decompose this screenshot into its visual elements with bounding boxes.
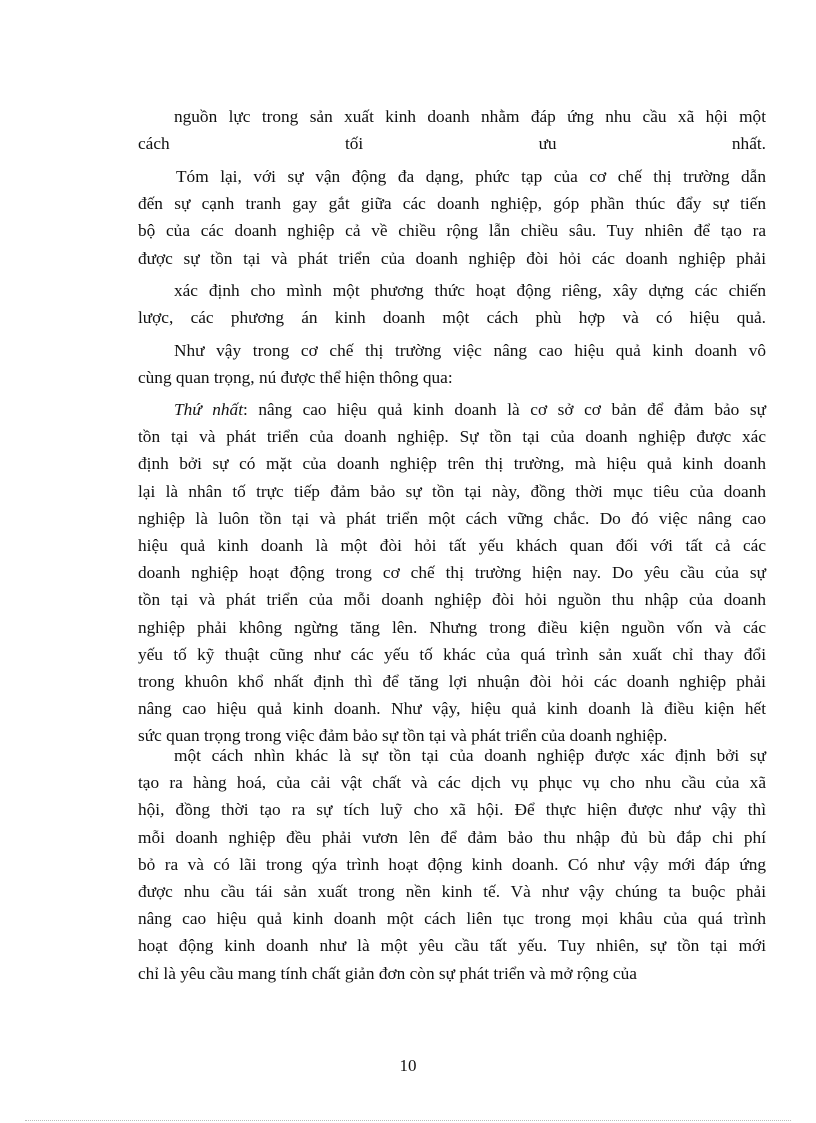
text-line: hội, đồng thời tạo ra sự tích luỹ cho xã hội. Để thực hiện được như vậy thì <box>138 800 766 820</box>
italic-lead: Thứ nhất <box>174 400 243 419</box>
first-line-rest: : nâng cao hiệu quả kinh doanh là cơ sở cơ bản để đảm bảo sự <box>243 400 766 419</box>
text-line: tồn tại và phát triển của mỗi doanh nghiệp đòi hỏi nguồn thu nhập của doanh <box>138 590 766 610</box>
text-line: nâng cao hiệu quả kinh doanh một cách liên tục trong mọi khâu của quá trình <box>138 909 766 929</box>
text-line: đến sự cạnh tranh gay gắt giữa các doanh nghiệp, góp phần thúc đẩy sự tiến <box>138 194 766 214</box>
text-line: yếu tố kỹ thuật cũng như các yếu tố khác của quá trình sản xuất chỉ thay đổi <box>138 644 766 664</box>
page-number: 10 <box>399 1056 417 1075</box>
text-line: hiệu quả kinh doanh là một đòi hỏi tất yếu khách quan đối với tất cả các <box>138 535 766 555</box>
text-line: lại là nhân tố trực tiếp đảm bảo sự tồn tại này, đồng thời mục tiêu của doanh <box>138 481 766 501</box>
text-line: bỏ ra và có lãi trong qýa trình hoạt động kinh doanh. Có như vậy mới đáp ứng <box>138 854 766 874</box>
text-line: xác định cho mình một phương thức hoạt động riêng, xây dựng các chiến <box>174 281 766 300</box>
text-line: sức quan trọng trong việc đảm bảo sự tồn tại và phát triển của doanh nghiệp. <box>138 726 668 746</box>
text-line: cùng quan trọng, nú được thể hiện thông qua: <box>138 368 453 388</box>
text-line: chỉ là yêu cầu mang tính chất giản đơn còn sự phát triển và mở rộng của <box>138 963 637 983</box>
word: nhất. <box>731 134 766 154</box>
text-line: tồn tại và phát triển của doanh nghiệp. Sự tồn tại của doanh nghiệp được xác <box>138 427 766 447</box>
text-line: trong khuôn khổ nhất định thì để tăng lợi nhuận đòi hỏi các doanh nghiệp phải <box>138 671 766 691</box>
text-line: định bởi sự có mặt của doanh nghiệp trên thị trường, mà hiệu quả kinh doanh <box>138 454 766 474</box>
paragraph-6 <box>138 742 766 987</box>
text-line: doanh nghiệp hoạt động trong cơ chế thị trường hiện nay. Do yêu cầu của sự <box>138 563 766 583</box>
word: tối <box>344 134 364 154</box>
text-line: tạo ra hàng hoá, của cải vật chất và các dịch vụ phục vụ cho nhu cầu của xã <box>138 773 766 793</box>
text-line: nghiệp là luôn tồn tại và phát triển một cách vững chắc. Do đó việc nâng cao <box>138 508 766 528</box>
text-line <box>138 396 766 423</box>
text-line: hoạt động kinh doanh như là một yêu cầu tất yếu. Tuy nhiên, sự tồn tại mới <box>138 936 766 956</box>
paragraph-4 <box>138 337 766 391</box>
paragraph-5 <box>138 396 766 749</box>
text-line: nghiệp phải không ngừng tăng lên. Nhưng trong điều kiện nguồn vốn và các <box>138 617 766 637</box>
text-line-spread <box>138 130 766 157</box>
paragraph-1 <box>138 103 766 157</box>
text-line: nguồn lực trong sản xuất kinh doanh nhằm đáp ứng nhu cầu xã hội một <box>174 107 766 126</box>
text-line: một cách nhìn khác là sự tồn tại của doanh nghiệp được xác định bởi sự <box>174 746 766 765</box>
text-line: mỗi doanh nghiệp đều phải vươn lên để đảm bảo thu nhập đủ bù đắp chi phí <box>138 827 766 847</box>
text-line: Như vậy trong cơ chế thị trường việc nâng cao hiệu quả kinh doanh vô <box>174 341 766 360</box>
text-line: nâng cao hiệu quả kinh doanh. Như vậy, hiệu quả kinh doanh là điều kiện hết <box>138 699 766 719</box>
text-line: được nhu cầu tái sản xuất trong nền kinh tế. Và như vậy chúng ta buộc phải <box>138 881 766 901</box>
text-line: được sự tồn tại và phát triển của doanh nghiệp đòi hỏi các doanh nghiệp phải <box>138 248 766 268</box>
word: ưu <box>538 134 557 154</box>
text-line: Tóm lại, với sự vận động đa dạng, phức tạp của cơ chế thị trường dẫn <box>176 167 766 186</box>
text-line: lược, các phương án kinh doanh một cách phù hợp và có hiệu quả. <box>138 308 766 328</box>
paragraph-3 <box>138 277 766 331</box>
text-line: bộ của các doanh nghiệp cả về chiều rộng lẫn chiều sâu. Tuy nhiên để tạo ra <box>138 221 766 241</box>
page-bottom-divider <box>25 1120 791 1121</box>
paragraph-2 <box>138 163 766 272</box>
word: cách <box>138 134 170 154</box>
